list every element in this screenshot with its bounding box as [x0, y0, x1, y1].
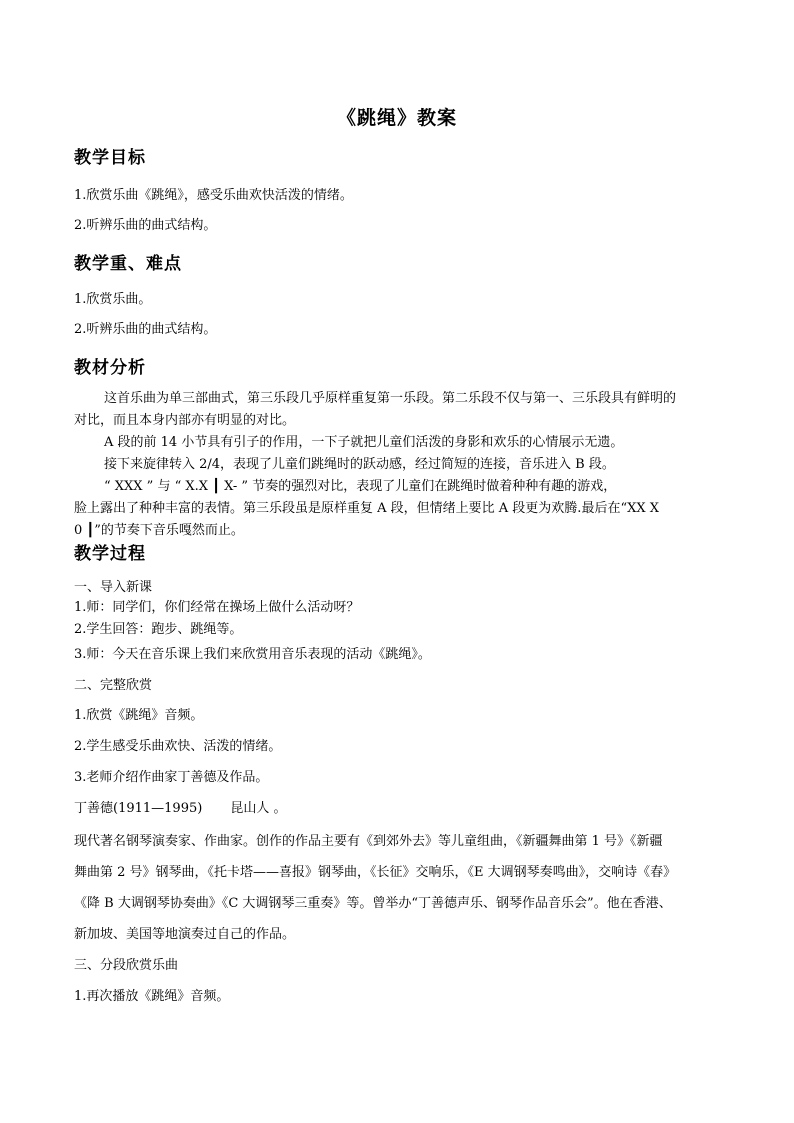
focus-item-2: 2.听辨乐曲的曲式结构。: [74, 322, 217, 337]
part1-item-1: 1.师：同学们，你们经常在操场上做什么活动呀？: [74, 600, 360, 615]
part2-item-2: 2.学生感受乐曲欢快、活泼的情绪。: [74, 739, 282, 754]
analysis-line: 接下来旋律转入 2/4，表现了儿童们跳绳时的跃动感，经过简短的连接，音乐进入 B 段。: [104, 457, 615, 472]
composer-line: [74, 799, 734, 819]
goal-item-1: 1.欣赏乐曲《跳绳》，感受乐曲欢快活泼的情绪。: [74, 188, 353, 203]
composer-name: 丁善德(1911—1995): [74, 801, 203, 816]
bio-line: 舞曲第 2 号》钢琴曲，《托卡塔——喜报》钢琴曲，《长征》交响乐，《E 大调钢琴奏鸣曲》，交响诗《春》: [74, 865, 677, 880]
analysis-line: 这首乐曲为单三部曲式，第三乐段几乎原样重复第一乐段。第二乐段不仅与第一、三乐段具有鲜明的: [104, 391, 677, 406]
analysis-paragraph: [74, 388, 726, 542]
goal-item-2: 2.听辨乐曲的曲式结构。: [74, 218, 217, 233]
composer-place: 昆山人 。: [230, 801, 287, 816]
part2-title: 二、完整欣赏: [74, 678, 153, 693]
bio-line: 现代著名钢琴演奏家、作曲家。创作的作品主要有《到郊外去》等儿童组曲，《新疆舞曲第 1 号》《新疆: [74, 834, 663, 849]
heading-analysis: 教材分析: [74, 358, 146, 378]
heading-process: 教学过程: [74, 544, 146, 564]
heading-focus: 教学重、难点: [74, 254, 182, 274]
heading-goals: 教学目标: [74, 148, 146, 168]
analysis-line: 对比，而且本身内部亦有明显的对比。: [74, 413, 296, 428]
analysis-line: 脸上露出了种种丰富的表情。第三乐段虽是原样重复 A 段，但情绪上要比 A 段更为欢腾.最后在“XX X: [74, 501, 659, 516]
part1-item-3: 3.师：今天在音乐课上我们来欣赏用音乐表现的活动《跳绳》。: [74, 647, 431, 662]
part3-item-1: 1.再次播放《跳绳》音频。: [74, 989, 230, 1004]
composer-bio: [74, 826, 726, 950]
document-title: 《跳绳》教案: [336, 107, 457, 129]
part1-item-2: 2.学生回答：跑步、跳绳等。: [74, 622, 243, 637]
part2-item-1: 1.欣赏《跳绳》音频。: [74, 708, 204, 723]
analysis-line: 0 ┃”的节奏下音乐嘎然而止。: [74, 523, 244, 538]
part3-title: 三、分段欣赏乐曲: [74, 958, 179, 973]
analysis-line: “ XXX ” 与 “ X.X ┃ X- ” 节奏的强烈对比，表现了儿童们在跳绳时做着种种有趣的游戏，: [104, 479, 617, 494]
focus-item-1: 1.欣赏乐曲。: [74, 292, 152, 307]
bio-line: 新加坡、美国等地演奏过自己的作品。: [74, 927, 296, 942]
part2-item-3: 3.老师介绍作曲家丁善德及作品。: [74, 770, 269, 785]
analysis-line: A 段的前 14 小节具有引子的作用，一下子就把儿童们活泼的身影和欢乐的心情展示无遗。: [104, 435, 624, 450]
part1-title: 一、导入新课: [74, 580, 153, 595]
bio-line: 《降 B 大调钢琴协奏曲》《C 大调钢琴三重奏》等。曾举办“丁善德声乐、钢琴作品音乐会”。他在香港、: [74, 896, 672, 911]
